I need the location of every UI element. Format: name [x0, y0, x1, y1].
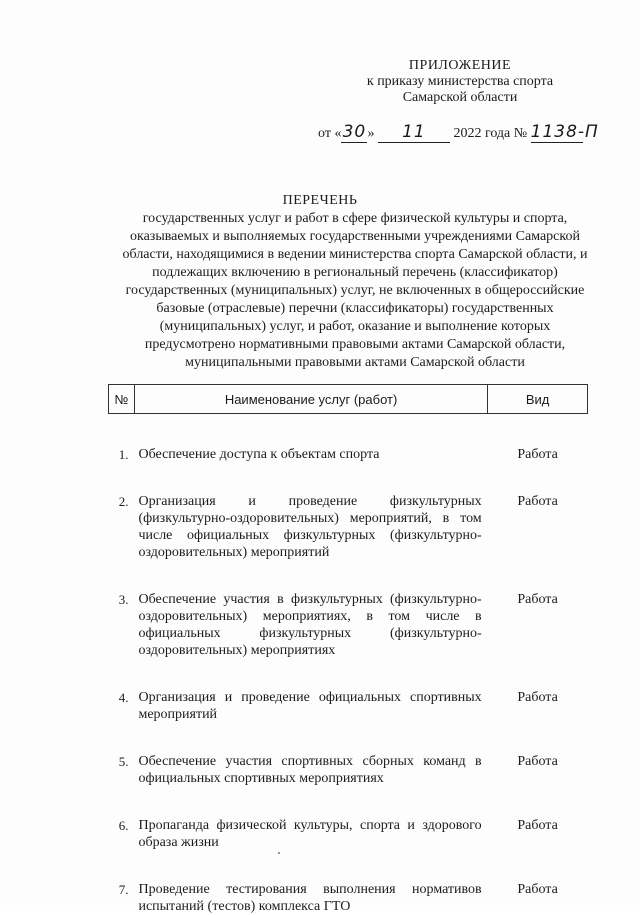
- order-number: 1138-П: [530, 122, 599, 142]
- row-num: 2.: [118, 494, 129, 509]
- order-prefix: от: [318, 126, 331, 141]
- table-row: [109, 817, 588, 851]
- order-day-field: [341, 124, 367, 143]
- row-name: Обеспечение участия спортивных сборных команд в официальных спортивных мероприятиях: [138, 754, 482, 786]
- row-kind: Работа: [517, 818, 558, 833]
- row-num: 4.: [118, 690, 129, 705]
- table-row: [109, 414, 588, 464]
- quote-open: «: [334, 126, 342, 141]
- row-spacer: [109, 723, 588, 753]
- order-year-text: 2022 года №: [453, 126, 528, 141]
- order-number-field: [530, 122, 599, 143]
- services-table: [108, 384, 588, 915]
- row-num: 5.: [118, 754, 129, 769]
- list-description: государственных услуг и работ в сфере физической культуры и спорта, оказываемых и выполняемых государственными учреждениями Самарской области, находящимися в ведении министерства спорта Самарской области, и подлежащих включению в региональный перечень (классификатор) государственных (муниципальных) услуг, не включенных в общероссийские базовые (отраслевые) перечни (классификаторы) государственных (муниципальных) услуг, и работ, оказание и выполнение которых предусмотрено нормативными правовыми актами Самарской области, муниципальными правовыми актами Самарской области: [122, 211, 588, 370]
- row-kind: Работа: [517, 494, 558, 509]
- row-kind: Работа: [517, 447, 558, 462]
- row-name: Пропаганда физической культуры, спорта и здорового образа жизни: [138, 818, 482, 850]
- row-name: Организация и проведение официальных спортивных мероприятий: [138, 690, 482, 722]
- header-name: Наименование услуг (работ): [134, 385, 487, 414]
- table-row: [109, 591, 588, 659]
- page-mark: [278, 852, 280, 854]
- order-month: 11: [402, 122, 426, 142]
- row-spacer: [109, 787, 588, 817]
- appendix-title: ПРИЛОЖЕНИЕ: [408, 58, 512, 73]
- header-kind: Вид: [488, 385, 588, 414]
- table-header-row: [109, 385, 588, 414]
- row-name: Обеспечение доступа к объектам спорта: [138, 447, 380, 462]
- row-kind: Работа: [517, 592, 558, 607]
- quote-close: »: [367, 126, 375, 141]
- row-name: Организация и проведение физкультурных (физкультурно-оздоровительных) мероприятий, в том числе официальных физкультурных (физкультурно-оздоровительных) мероприятий: [138, 494, 482, 560]
- table-row: [109, 493, 588, 561]
- header-num: №: [109, 385, 135, 414]
- row-spacer: [109, 851, 588, 881]
- table-row: [109, 689, 588, 723]
- row-spacer: [109, 561, 588, 591]
- row-name: Обеспечение участия в физкультурных (физкультурно-оздоровительных) мероприятиях, в том числе в официальных физкультурных (физкультурно-оздоровительных) мероприятиях: [138, 592, 482, 658]
- row-kind: Работа: [517, 690, 558, 705]
- order-date-line: [318, 124, 608, 143]
- appendix-line-1: к приказу министерства спорта: [366, 74, 554, 89]
- table-row: [109, 881, 588, 915]
- table-row: [109, 753, 588, 787]
- order-day: 30: [342, 122, 367, 142]
- appendix-block: [330, 58, 590, 106]
- row-name: Проведение тестирования выполнения нормативов испытаний (тестов) комплекса ГТО: [138, 882, 482, 914]
- order-month-field: [378, 124, 450, 143]
- row-num: 1.: [118, 447, 129, 462]
- row-spacer: [109, 659, 588, 689]
- row-num: 3.: [118, 592, 129, 607]
- row-kind: Работа: [517, 882, 558, 897]
- list-title: ПЕРЕЧЕНЬ: [282, 193, 358, 208]
- row-num: 6.: [118, 818, 129, 833]
- row-spacer: [109, 463, 588, 493]
- row-kind: Работа: [517, 754, 558, 769]
- row-num: 7.: [118, 882, 129, 897]
- appendix-line-2: Самарской области: [402, 90, 518, 105]
